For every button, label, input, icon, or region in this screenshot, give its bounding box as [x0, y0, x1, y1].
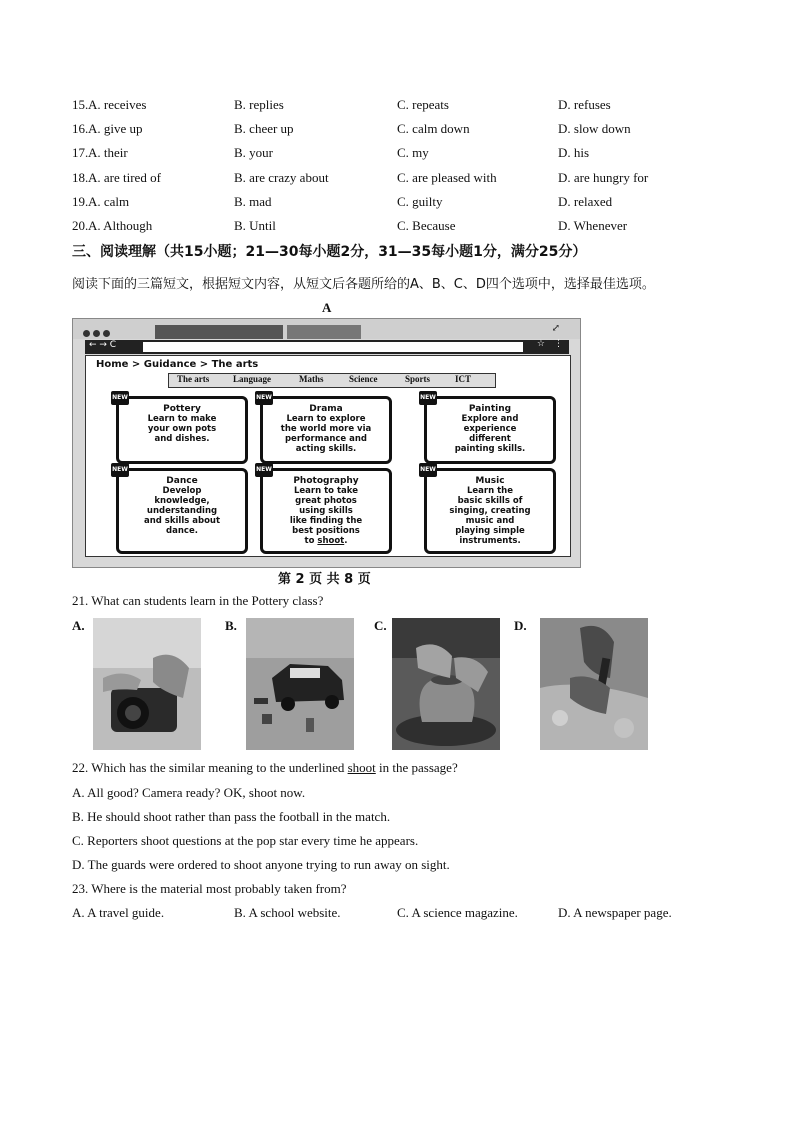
nav-item: Sports: [405, 374, 431, 384]
option-b: B. A school website.: [234, 905, 341, 920]
question-number: 20.: [72, 218, 89, 233]
question-22-option-a: A. All good? Camera ready? OK, shoot now.: [72, 785, 306, 800]
menu-icon: ⋮: [554, 339, 563, 349]
photo-pottery-wheel: [392, 618, 500, 750]
card-line: basic skills of: [457, 496, 523, 506]
option-d: D. A newspaper page.: [558, 905, 672, 920]
question-number: 19.: [72, 194, 89, 209]
star-icon: ☆: [536, 339, 545, 349]
stem-text: 22. Which has the similar meaning to the underlined: [72, 760, 348, 775]
card-line: knowledge,: [154, 496, 210, 506]
question-22-stem: [72, 760, 458, 776]
card-line: Learn to take: [294, 486, 358, 496]
card-line: different: [469, 434, 511, 444]
browser-tab: [155, 325, 283, 339]
stem-text: in the passage?: [375, 760, 458, 775]
window-dot-icon: [103, 330, 110, 337]
window-dot-icon: [83, 330, 90, 337]
nav-item: Language: [233, 374, 272, 384]
option-b: B. Until: [234, 218, 276, 233]
option-b: B. are crazy about: [234, 170, 329, 185]
card-title: Pottery: [163, 404, 201, 414]
image-label-b: B.: [225, 618, 237, 633]
option-a: A. A travel guide.: [72, 905, 165, 920]
card-line: your own pots: [147, 424, 217, 434]
subject-nav: [168, 373, 496, 388]
option-c: C. A science magazine.: [397, 905, 518, 920]
option-a: A. are tired of: [88, 170, 161, 185]
card-line: like finding the: [289, 516, 363, 526]
card-title: Drama: [309, 404, 343, 414]
card-line: instruments.: [459, 536, 521, 546]
card-line: great photos: [295, 496, 357, 506]
option-c: C. guilty: [397, 194, 443, 209]
option-a: A. give up: [88, 121, 143, 136]
card-drama: [256, 394, 392, 464]
card-line: best positions: [292, 526, 360, 536]
options-row-16: [72, 121, 752, 141]
card-line: and skills about: [143, 516, 221, 526]
card-dance: [112, 466, 248, 554]
new-badge-icon: NEW: [111, 463, 129, 477]
card-line: singing, creating: [449, 506, 531, 516]
option-a: A. receives: [88, 97, 147, 112]
new-badge-icon: NEW: [255, 391, 273, 405]
card-line: and dishes.: [154, 434, 210, 444]
card-text: .: [344, 536, 348, 546]
card-line: playing simple: [455, 526, 525, 536]
option-a: A. Although: [88, 218, 153, 233]
question-22-option-c: C. Reporters shoot questions at the pop star every time he appears.: [72, 833, 419, 848]
option-c: C. repeats: [397, 97, 449, 112]
window-controls: [83, 325, 113, 341]
new-badge-icon: NEW: [419, 463, 437, 477]
photo-toy-car: [246, 618, 354, 750]
option-b: B. cheer up: [234, 121, 294, 136]
image-label-c: C.: [374, 618, 387, 633]
card-line: using skills: [299, 506, 353, 516]
card-title: Painting: [468, 404, 512, 414]
question-number: 16.: [72, 121, 89, 136]
window-dot-icon: [93, 330, 100, 337]
page-number: 第 2 页 共 8 页: [278, 572, 371, 587]
card-line: Learn to explore: [286, 414, 366, 424]
section-instruction: 阅读下面的三篇短文，根据短文内容，从短文后各题所给的A、B、C、D四个选项中，选择最佳选项。: [72, 277, 655, 292]
options-row-15: [72, 97, 752, 117]
section-title: 三、阅读理解（共15小题；21—30每小题2分，31—35每小题1分，满分25分）: [72, 244, 587, 260]
question-22-option-d: D. The guards were ordered to shoot anyone trying to run away on sight.: [72, 857, 450, 872]
card-line: understanding: [146, 506, 218, 516]
option-a: A. their: [88, 145, 128, 160]
card-line: the world more via: [280, 424, 372, 434]
card-text: to: [304, 536, 318, 546]
option-d: D. Whenever: [558, 218, 628, 233]
card-painting: [420, 394, 556, 464]
option-b: B. replies: [234, 97, 284, 112]
card-photography: [256, 466, 392, 554]
browser-tab-bar: [73, 319, 580, 339]
nav-item: Science: [349, 374, 378, 384]
underlined-shoot: shoot: [347, 760, 376, 775]
breadcrumb: Home > Guidance > The arts: [96, 359, 259, 370]
options-row-17: [72, 145, 752, 165]
web-page: [85, 355, 571, 557]
browser-screenshot: [72, 318, 581, 568]
card-line: dance.: [166, 526, 198, 536]
nav-item: ICT: [455, 374, 472, 384]
option-b: B. mad: [234, 194, 272, 209]
url-field: [143, 342, 523, 352]
photo-wood-carving: [540, 618, 648, 750]
card-line: Learn the: [467, 486, 513, 496]
card-line: Explore and: [461, 414, 519, 424]
new-badge-icon: NEW: [419, 391, 437, 405]
nav-arrows-icon: ← → C: [89, 340, 117, 350]
new-badge-icon: NEW: [255, 463, 273, 477]
option-d: D. slow down: [558, 121, 631, 136]
option-c: C. are pleased with: [397, 170, 497, 185]
expand-icon: ⤢: [551, 323, 560, 334]
image-label-a: A.: [72, 618, 85, 633]
address-bar: [85, 340, 569, 354]
card-line: acting skills.: [295, 444, 357, 454]
card-line-shoot: [263, 536, 389, 546]
question-23-stem: 23. Where is the material most probably taken from?: [72, 881, 347, 896]
option-d: D. are hungry for: [558, 170, 649, 185]
underlined-shoot: shoot: [317, 536, 345, 546]
option-d: D. refuses: [558, 97, 611, 112]
card-title: Photography: [293, 476, 359, 486]
card-line: painting skills.: [454, 444, 526, 454]
image-label-d: D.: [514, 618, 527, 633]
card-line: Learn to make: [147, 414, 217, 424]
card-line: Develop: [162, 486, 202, 496]
photo-camera: [93, 618, 201, 750]
card-title: Dance: [166, 476, 198, 486]
option-d: D. relaxed: [558, 194, 613, 209]
card-line: music and: [465, 516, 515, 526]
card-pottery: [112, 394, 248, 464]
option-c: C. my: [397, 145, 429, 160]
nav-item: The arts: [177, 374, 210, 384]
options-row-19: [72, 194, 752, 214]
options-row-20: [72, 218, 752, 238]
options-row-18: [72, 170, 752, 190]
option-b: B. your: [234, 145, 273, 160]
card-music: [420, 466, 556, 554]
option-c: C. calm down: [397, 121, 470, 136]
option-c: C. Because: [397, 218, 456, 233]
question-23-options: [72, 905, 752, 925]
question-number: 18.: [72, 170, 89, 185]
option-d: D. his: [558, 145, 590, 160]
browser-tab: [287, 325, 361, 339]
question-number: 15.: [72, 97, 89, 112]
passage-letter: A: [322, 300, 332, 315]
card-line: performance and: [284, 434, 368, 444]
question-21-stem: 21. What can students learn in the Pottery class?: [72, 593, 324, 608]
question-number: 17.: [72, 145, 89, 160]
question-22-option-b: B. He should shoot rather than pass the football in the match.: [72, 809, 391, 824]
new-badge-icon: NEW: [111, 391, 129, 405]
card-title: Music: [475, 476, 505, 486]
option-a: A. calm: [88, 194, 130, 209]
card-line: experience: [463, 424, 517, 434]
nav-item: Maths: [299, 374, 324, 384]
